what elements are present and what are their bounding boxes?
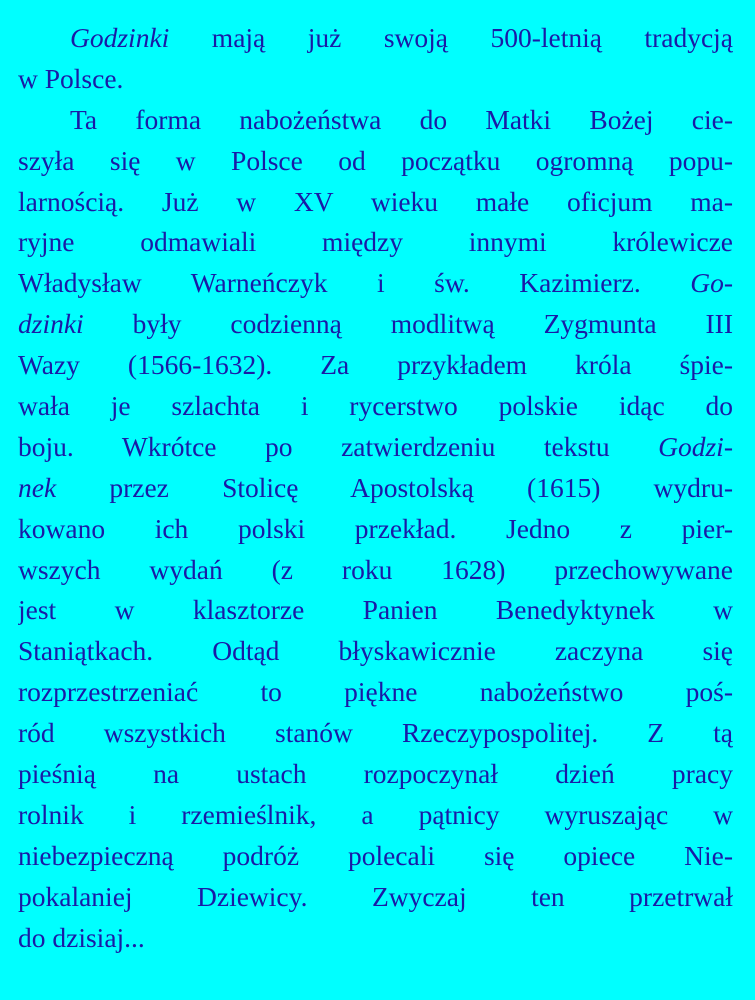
text-line (18, 550, 733, 591)
text-line (18, 468, 733, 509)
text-line (18, 836, 733, 877)
text-line (18, 222, 733, 263)
italic-title-text: Go- (690, 267, 733, 299)
text-line (18, 18, 733, 59)
text-line (18, 141, 733, 182)
text-line (18, 590, 733, 631)
body-text: Wazy (1566-1632). Za przykładem króla śpie- (18, 349, 733, 381)
body-text: rozprzestrzeniać to piękne nabożeństwo poś- (18, 676, 733, 708)
body-text: ryjne odmawiali między innymi królewicze (18, 226, 733, 258)
text-line (18, 427, 733, 468)
text-body (18, 18, 733, 958)
body-text: w Polsce. (18, 62, 124, 94)
body-text: wała je szlachta i rycerstwo polskie idąc do (18, 390, 733, 422)
text-line (18, 59, 733, 100)
text-line (18, 304, 733, 345)
text-line (18, 713, 733, 754)
italic-title-text: dzinki (18, 308, 84, 340)
italic-title-text: nek (18, 471, 57, 503)
text-line (18, 509, 733, 550)
body-text: rolnik i rzemieślnik, a pątnicy wyruszając w (18, 798, 733, 830)
italic-title-text: Godzinki (70, 22, 170, 53)
body-text: wszych wydań (z roku 1628) przechowywane (18, 553, 733, 585)
text-line (18, 754, 733, 795)
text-line (18, 795, 733, 836)
body-text: larnością. Już w XV wieku małe oficjum ma- (18, 185, 733, 217)
text-line (18, 877, 733, 918)
text-line (18, 100, 733, 141)
body-text: Staniątkach. Odtąd błyskawicznie zaczyna się (18, 635, 733, 667)
body-text: pieśnią na ustach rozpoczynał dzień pracy (18, 758, 733, 790)
body-text: były codzienną modlitwą Zygmunta III (83, 308, 733, 340)
body-text: do dzisiaj... (18, 921, 145, 953)
text-line (18, 672, 733, 713)
body-text: mają już swoją 500-letnią tradycją (169, 22, 733, 53)
text-line (18, 631, 733, 672)
text-line (18, 345, 733, 386)
body-text: Ta forma nabożeństwa do Matki Bożej cie- (70, 103, 733, 135)
text-line (18, 182, 733, 223)
body-text: pokalaniej Dziewicy. Zwyczaj ten przetrwał (18, 880, 733, 912)
body-text: szyła się w Polsce od początku ogromną popu- (18, 144, 733, 176)
body-text: kowano ich polski przekład. Jedno z pier- (18, 512, 733, 544)
body-text: przez Stolicę Apostolską (1615) wydru- (56, 471, 733, 503)
italic-title-text: Godzi- (658, 430, 733, 462)
body-text: Władysław Warneńczyk i św. Kazimierz. (18, 267, 691, 299)
paragraph (18, 100, 733, 959)
body-text: jest w klasztorze Panien Benedyktynek w (18, 594, 733, 626)
body-text: boju. Wkrótce po zatwierdzeniu tekstu (18, 430, 659, 462)
body-text: niebezpieczną podróż polecali się opiece Nie- (18, 839, 733, 871)
text-line (18, 386, 733, 427)
text-line (18, 918, 733, 959)
text-line (18, 263, 733, 304)
paragraph (18, 18, 733, 100)
body-text: ród wszystkich stanów Rzeczypospolitej. Z tą (18, 717, 733, 749)
